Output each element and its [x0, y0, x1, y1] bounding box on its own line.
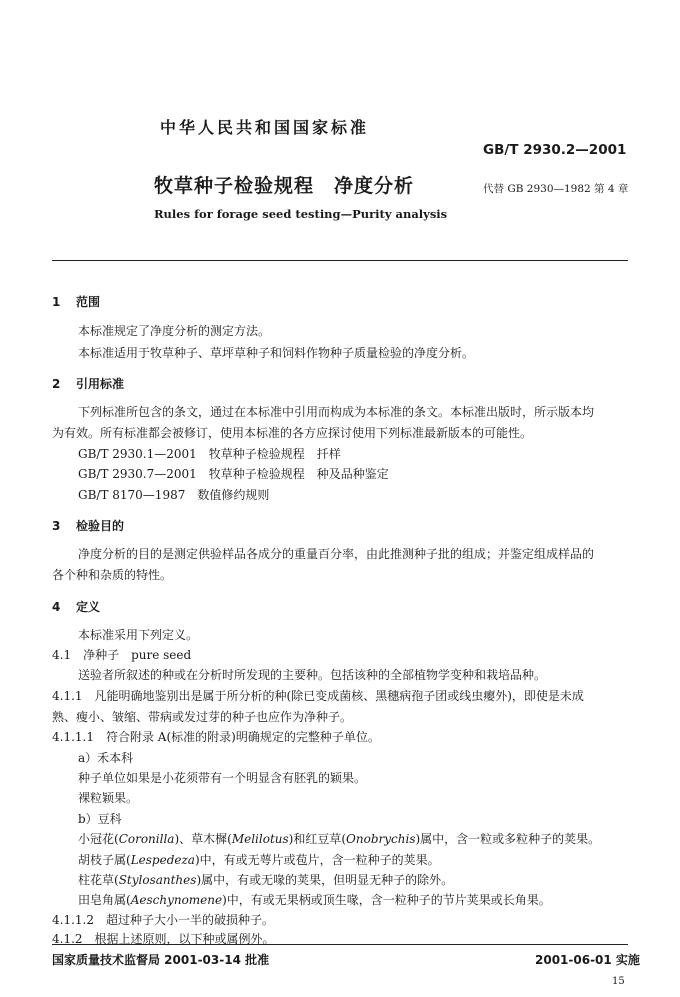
paragraph: 种子单位如果是小花须带有一个明显含有胚乳的颖果。: [78, 771, 367, 785]
clause: 4.1.2 根据上述原则，以下种或属例外。: [52, 932, 275, 946]
reference-item: GB/T 2930.7—2001 牧草种子检验规程 种及品种鉴定: [78, 467, 389, 481]
section-title: 引用标准: [76, 377, 125, 391]
genus-name: Coronilla: [118, 832, 175, 846]
footer-divider: [52, 944, 628, 945]
replaces-note: 代替 GB 2930—1982 第 4 章: [483, 183, 629, 195]
text-run: )中，有或无萼片或苞片，含一粒种子的荚果。: [194, 853, 440, 867]
document-title: 牧草种子检验规程 净度分析: [154, 175, 415, 197]
clause: 4.1.1 凡能明确地鉴别出是属于所分析的种(除已变成菌核、黑穗病孢子团或线虫瘿外)，即使是未成: [52, 689, 584, 703]
section-3-heading: [52, 517, 124, 534]
approval-date: 国家质量技术监督局 2001-03-14 批准: [52, 953, 270, 967]
paragraph: 各个种和杂质的特性。: [52, 568, 173, 582]
section-number: 2: [52, 377, 61, 391]
header-divider: [52, 260, 628, 261]
section-number: 4: [52, 600, 61, 614]
section-1-heading: [52, 293, 100, 310]
genus-name: Aeschynomene: [130, 893, 223, 907]
list-label: b）豆科: [78, 812, 122, 826]
section-2-heading: [52, 375, 124, 392]
genus-name: Lespedeza: [130, 853, 195, 867]
paragraph: [78, 871, 453, 888]
text-run: )、草木樨(: [174, 832, 232, 846]
reference-item: GB/T 8170—1987 数值修约规则: [78, 488, 270, 502]
genus-name: Onobrychis: [346, 832, 416, 846]
text-run: )和红豆草(: [288, 832, 347, 846]
section-title: 范围: [76, 295, 101, 309]
list-label: a）禾本科: [78, 751, 134, 765]
paragraph: 下列标准所包含的条文，通过在本标准中引用而构成为本标准的条文。本标准出版时，所示版本均: [78, 405, 595, 419]
paragraph: 为有效。所有标准都会被修订，使用本标准的各方应探讨使用下列标准最新版本的可能性。: [52, 426, 533, 440]
text-run: )属中，含一粒或多粒种子的荚果。: [415, 832, 601, 846]
english-title: Rules for forage seed testing—Purity analysis: [154, 207, 448, 221]
text-run: 胡枝子属(: [78, 853, 131, 867]
paragraph: 本标准采用下列定义。: [78, 628, 199, 642]
section-title: 检验目的: [76, 519, 125, 533]
clause: 4.1.1.2 超过种子大小一半的破损种子。: [52, 913, 274, 927]
paragraph: 本标准适用于牧草种子、草坪草种子和饲料作物种子质量检验的净度分析。: [78, 346, 475, 360]
genus-name: Stylosanthes: [118, 873, 197, 887]
text-run: )属中，有或无喙的荚果，但明显无种子的除外。: [196, 873, 454, 887]
clause: 熟、瘦小、皱缩、带病或发过芽的种子也应作为净种子。: [52, 710, 353, 724]
text-run: 小冠花(: [78, 832, 119, 846]
paragraph: 本标准规定了净度分析的测定方法。: [78, 324, 271, 338]
implementation-date: 2001-06-01 实施: [535, 953, 640, 967]
section-4-heading: [52, 598, 100, 615]
paragraph: [78, 891, 551, 908]
page-number: 15: [612, 976, 625, 987]
standard-number: GB/T 2930.2—2001: [483, 142, 627, 158]
genus-name: Melilotus: [231, 832, 289, 846]
reference-item: GB/T 2930.1—2001 牧草种子检验规程 扦样: [78, 447, 341, 461]
paragraph: 送验者所叙述的种或在分析时所发现的主要种。包括该种的全部植物学变种和栽培品种。: [78, 668, 547, 682]
text-run: )中，有或无果柄或顶生喙，含一粒种子的节片荚果或长角果。: [222, 893, 551, 907]
paragraph: [78, 851, 440, 868]
national-standard-header: 中华人民共和国国家标准: [160, 118, 370, 137]
section-number: 1: [52, 295, 61, 309]
section-number: 3: [52, 519, 61, 533]
paragraph: 净度分析的目的是测定供验样品各成分的重量百分率，由此推测种子批的组成；并鉴定组成样品的: [78, 547, 595, 561]
clause: 4.1.1.1 符合附录 A(标准的附录)明确规定的完整种子单位。: [52, 730, 380, 744]
text-run: 柱花草(: [78, 873, 119, 887]
definition-heading: 4.1 净种子 pure seed: [52, 648, 192, 662]
paragraph: 裸粒颖果。: [78, 791, 139, 805]
paragraph: [78, 830, 600, 847]
section-title: 定义: [76, 600, 101, 614]
text-run: 田皂角属(: [78, 893, 131, 907]
